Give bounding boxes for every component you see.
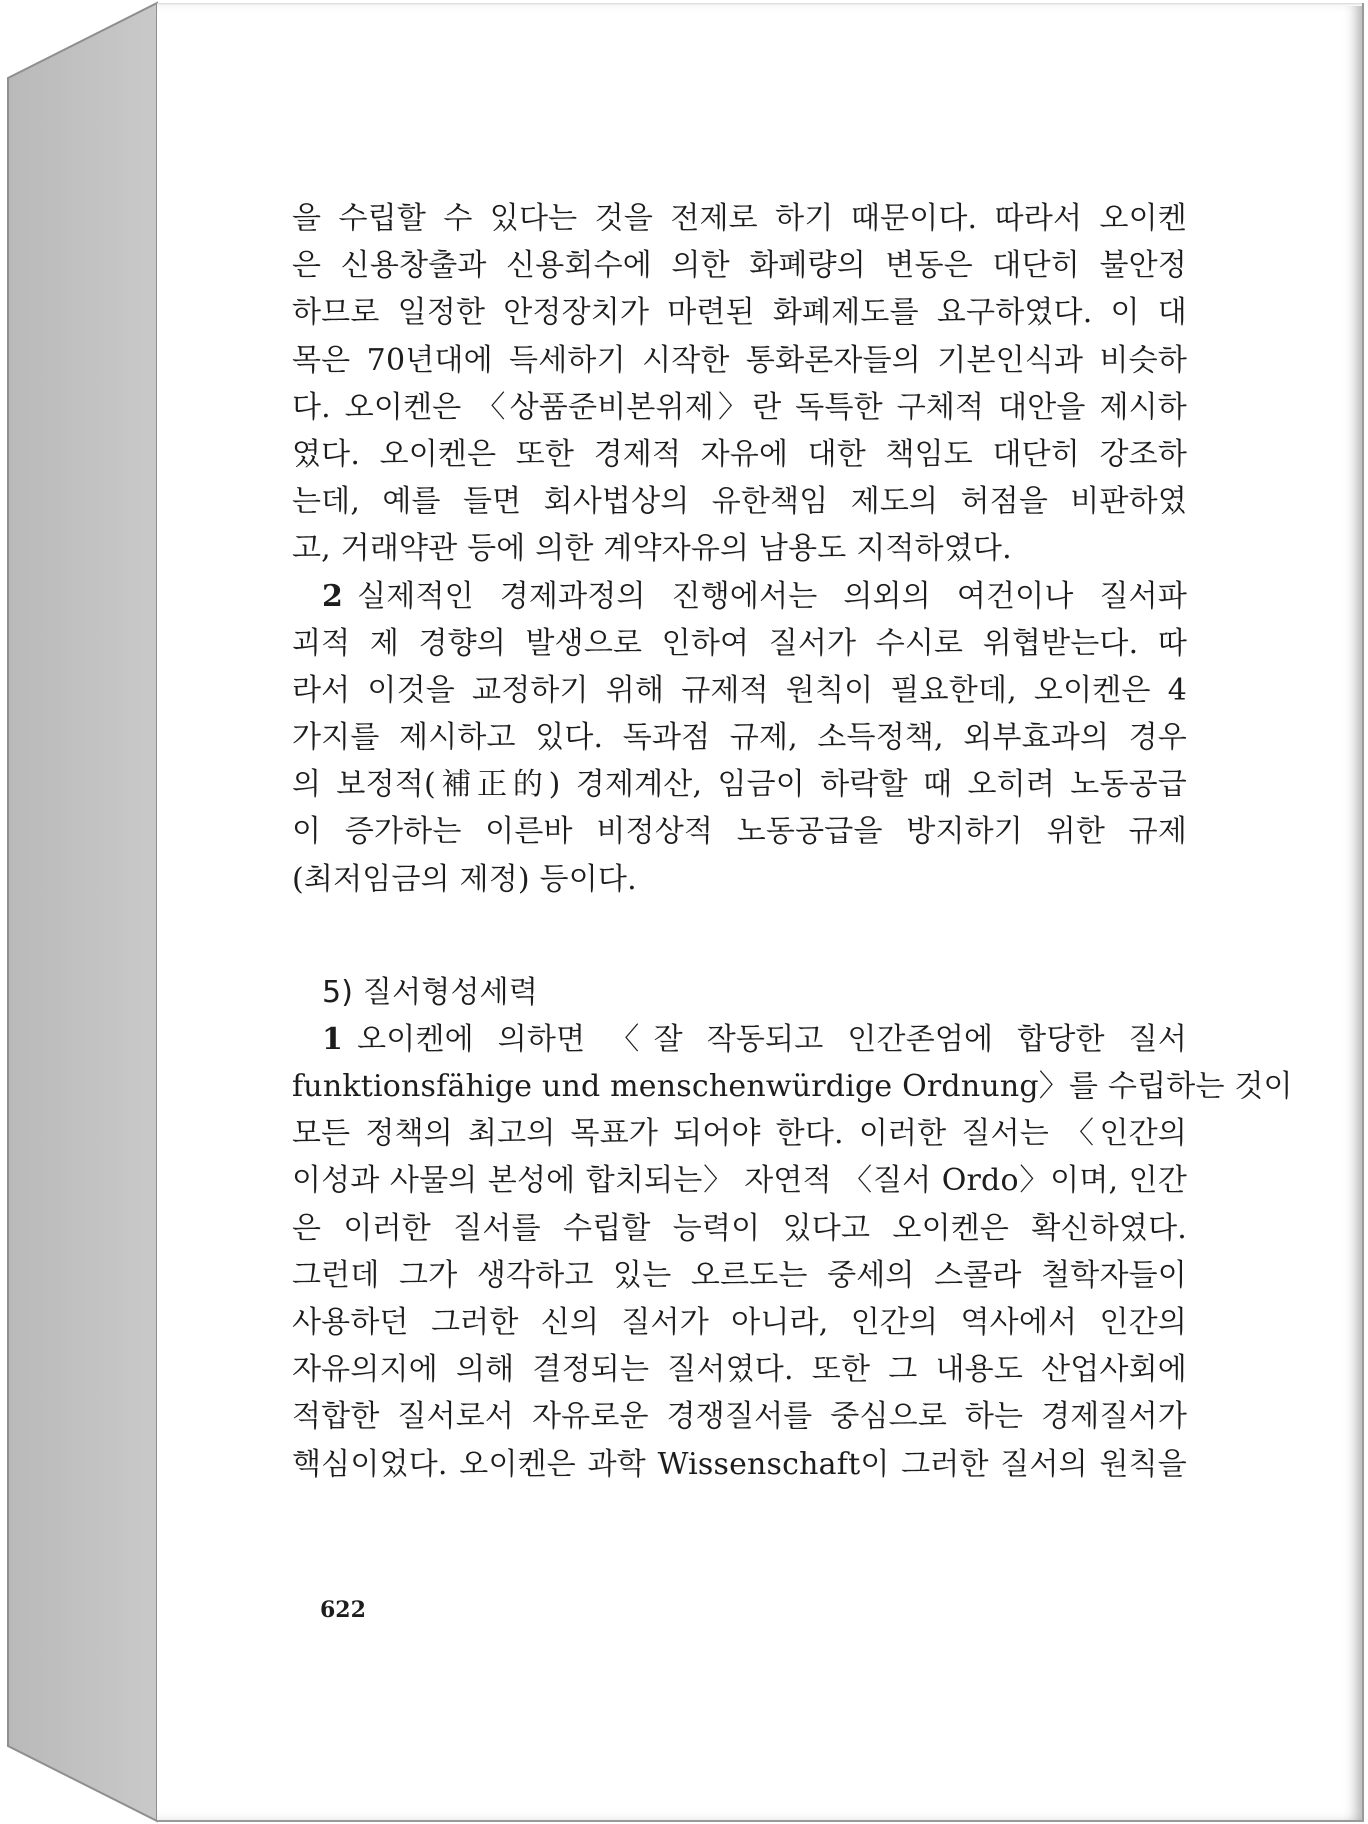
- text-line: 사용하던 그러한 신의 질서가 아니라, 인간의 역사에서 인간의: [292, 1304, 1187, 1340]
- text-line: 모든 정책의 최고의 목표가 되어야 한다. 이러한 질서는 〈인간의: [292, 1116, 1187, 1152]
- paragraph-first-text: 실제적인 경제과정의 진행에서는 의외의 여건이나 질서파: [357, 578, 1187, 614]
- section-heading: 5) 질서형성세력: [322, 974, 539, 1010]
- page-body-text: [292, 195, 1293, 1488]
- text-line: 였다. 오이켄은 또한 경제적 자유에 대한 책임도 대단히 강조하: [292, 436, 1187, 472]
- paragraph-first-text: 오이켄에 의하면 〈잘 작동되고 인간존엄에 합당한 질서: [357, 1021, 1187, 1057]
- section-gap: [292, 903, 1187, 969]
- text-line: 하므로 일정한 안정장치가 마련된 화폐제도를 요구하였다. 이 대: [292, 295, 1187, 331]
- text-line: 다. 오이켄은 〈상품준비본위제〉란 독특한 구체적 대안을 제시하: [292, 389, 1187, 425]
- text-line: funktionsfähige und menschenwürdige Ordnung〉를 수립하는 것이: [292, 1069, 1293, 1104]
- text-line: 이성과 사물의 본성에 합치되는〉 자연적 〈질서 Ordo〉이며, 인간: [292, 1163, 1187, 1199]
- book-page: [157, 3, 1364, 1822]
- paragraph-number: 1: [322, 1021, 344, 1057]
- text-line: 핵심이었다. 오이켄은 과학 Wissenschaft이 그러한 질서의 원칙을: [292, 1446, 1187, 1482]
- text-line: 은 이러한 질서를 수립할 능력이 있다고 오이켄은 확신하였다.: [292, 1210, 1187, 1246]
- text-line: 그런데 그가 생각하고 있는 오르도는 중세의 스콜라 철학자들이: [292, 1257, 1187, 1293]
- text-line: 는데, 예를 들면 회사법상의 유한책임 제도의 허점을 비판하였: [292, 484, 1187, 520]
- text-line: 을 수립할 수 있다는 것을 전제로 하기 때문이다. 따라서 오이켄: [292, 201, 1187, 236]
- text-line: 괴적 제 경향의 발생으로 인하여 질서가 수시로 위협받는다. 따: [292, 625, 1187, 661]
- text-line: 의 보정적(補正的) 경제계산, 임금이 하락할 때 오히려 노동공급: [292, 767, 1187, 803]
- paragraph-number: 2: [322, 578, 344, 614]
- text-line: 적합한 질서로서 자유로운 경쟁질서를 중심으로 하는 경제질서가: [292, 1399, 1187, 1435]
- text-line: 가지를 제시하고 있다. 독과점 규제, 소득정책, 외부효과의 경우: [292, 720, 1187, 756]
- text-line: 목은 70년대에 득세하기 시작한 통화론자들의 기본인식과 비슷하: [292, 342, 1187, 378]
- text-line: 자유의지에 의해 결정되는 질서였다. 또한 그 내용도 산업사회에: [292, 1352, 1187, 1388]
- text-line: 이 증가하는 이른바 비정상적 노동공급을 방지하기 위한 규제: [292, 814, 1187, 850]
- page-top-edge: [157, 3, 1362, 6]
- text-line: 라서 이것을 교정하기 위해 규제적 원칙이 필요한데, 오이켄은 4: [292, 672, 1187, 708]
- text-line: 은 신용창출과 신용회수에 의한 화폐량의 변동은 대단히 불안정: [292, 248, 1187, 284]
- page-number: 622: [320, 1597, 366, 1623]
- paragraph-first-line: [292, 573, 1187, 620]
- text-line: (최저임금의 제정) 등이다.: [292, 861, 637, 897]
- text-line: 고, 거래약관 등에 의한 계약자유의 남용도 지적하였다.: [292, 531, 1012, 567]
- paragraph-first-line: [292, 1016, 1187, 1063]
